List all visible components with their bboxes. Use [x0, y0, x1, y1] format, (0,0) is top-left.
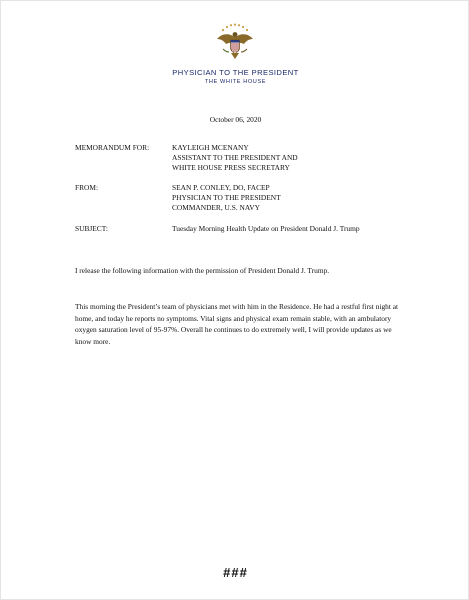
from-value: [172, 183, 281, 213]
from-sender-line: COMMANDER, U.S. NAVY: [172, 203, 260, 212]
letterhead-title: PHYSICIAN TO THE PRESIDENT: [172, 68, 299, 77]
memorandum-for-label: MEMORANDUM FOR:: [75, 143, 150, 152]
body-paragraph-1: I release the following information with the permission of President Donald J. Trump.: [75, 266, 330, 275]
letterhead-subtitle: THE WHITE HOUSE: [204, 79, 267, 85]
memo-date: October 06, 2020: [209, 115, 262, 124]
memorandum-for-value: [172, 143, 298, 173]
subject-value: [172, 224, 360, 234]
subject-label: SUBJECT:: [75, 224, 108, 233]
from-sender-line: SEAN P. CONLEY, DO, FACEP: [172, 183, 270, 192]
memorandum-recipient-line: ASSISTANT TO THE PRESIDENT AND: [172, 153, 298, 162]
from-label: FROM:: [75, 183, 99, 192]
memorandum-recipient-line: KAYLEIGH MCENANY: [172, 143, 249, 152]
presidential-seal-eagle-icon: [213, 21, 257, 63]
subject-text: Tuesday Morning Health Update on President Donald J. Trump: [172, 224, 360, 233]
from-sender-line: PHYSICIAN TO THE PRESIDENT: [172, 193, 281, 202]
memorandum-recipient-line: WHITE HOUSE PRESS SECRETARY: [172, 163, 290, 172]
end-of-memo-mark: ###: [223, 565, 248, 580]
body-paragraph-2: This morning the President’s team of physicians met with him in the Residence. He had a restful first night at home, and today he reports no symptoms. Vital signs and physical exam remain stable, with an ambulatory oxygen saturation level of 95-97%. Overall he continues to do extremely well, I will provide updates as we know more.: [75, 302, 399, 346]
